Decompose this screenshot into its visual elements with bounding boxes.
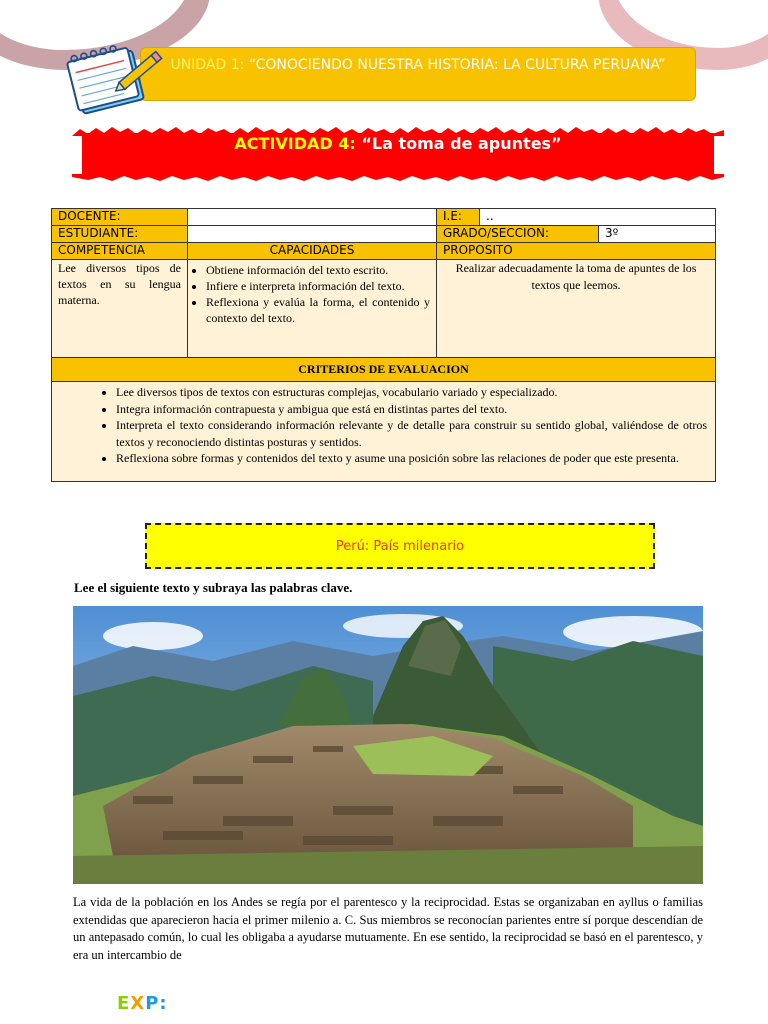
- estudiante-field[interactable]: [188, 226, 437, 243]
- activity-label: ACTIVIDAD 4:: [234, 134, 356, 153]
- capacidad-item: • Reflexiona y evalúa la forma, el contenido y contexto del texto.: [206, 294, 430, 326]
- capacidades-header: CAPACIDADES: [188, 243, 437, 260]
- unit-title: “CONOCIENDO NUESTRA HISTORIA: LA CULTURA PERUANA”: [248, 57, 666, 73]
- proposito-text: Realizar adecuadamente la toma de apuntes de los textos que leemos.: [437, 260, 716, 358]
- grado-field[interactable]: 3º: [599, 226, 716, 243]
- criterio-item: • Lee diversos tipos de textos con estructuras complejas, vocabulario variado y especializado.: [116, 384, 707, 401]
- instruction-text: Lee el siguiente texto y subraya las palabras clave.: [74, 580, 353, 595]
- criterios-list: [58, 384, 707, 467]
- ie-label: I.E:: [437, 209, 480, 226]
- unit-label: UNIDAD 1:: [170, 57, 245, 73]
- machu-picchu-photo: [73, 606, 703, 884]
- docente-field[interactable]: [188, 209, 437, 226]
- grado-label: GRADO/SECCION:: [437, 226, 599, 243]
- docente-label: DOCENTE:: [52, 209, 188, 226]
- exp-letter-e: E: [117, 993, 131, 1014]
- competencia-text: Lee diversos tipos de textos en su lengua materna.: [52, 260, 188, 358]
- ie-field[interactable]: ..: [480, 209, 716, 226]
- section-title-box: [145, 523, 655, 569]
- activity-bar: [82, 133, 714, 175]
- activity-bar-ragged-bottom: [72, 174, 724, 182]
- exp-colon: :: [159, 993, 168, 1014]
- capacidad-item: • Infiere e interpreta información del texto.: [206, 278, 430, 294]
- proposito-header: PROPOSITO: [437, 243, 716, 260]
- criterios-header: CRITERIOS DE EVALUACION: [52, 358, 716, 382]
- criterios-cell: [52, 382, 716, 482]
- estudiante-label: ESTUDIANTE:: [52, 226, 188, 243]
- section-title: Perú: País milenario: [335, 539, 465, 554]
- unit-banner: [140, 47, 696, 101]
- exp-label: [117, 993, 168, 1014]
- competencia-header: COMPETENCIA: [52, 243, 188, 260]
- capacidades-list: [192, 262, 430, 326]
- exp-letter-p: P: [145, 993, 160, 1014]
- criterio-item: • Reflexiona sobre formas y contenidos del texto y asume una posición sobre las relaciones de poder que este presenta.: [116, 450, 707, 467]
- exp-letter-x: X: [130, 993, 146, 1014]
- notebook-pencil-icon: [58, 36, 166, 120]
- capacidad-item: • Obtiene información del texto escrito.: [206, 262, 430, 278]
- criterio-item: • Interpreta el texto considerando información relevante y de detalle para construir su sentido global, valiéndose de otros textos y reconociendo distintas posturas y sentidos.: [116, 417, 707, 450]
- criterio-item: • Integra información contrapuesta y ambigua que está en distintas partes del texto.: [116, 401, 707, 418]
- capacidades-cell: [188, 260, 437, 358]
- activity-title: “La toma de apuntes”: [361, 134, 562, 153]
- info-table: [51, 208, 716, 482]
- body-paragraph: La vida de la población en los Andes se regía por el parentesco y la reciprocidad. Estas se organizaban en ayllus o familias extendidas que aparecieron hacia el primer milenio a. C. Sus miembros se reconocían parientes entre sí porque descendían de un antepasado común, lo cual les obligaba a ayudarse mutuamente. En ese sentido, la reciprocidad se basó en el parentesco, y era un intercambio de: [73, 895, 703, 962]
